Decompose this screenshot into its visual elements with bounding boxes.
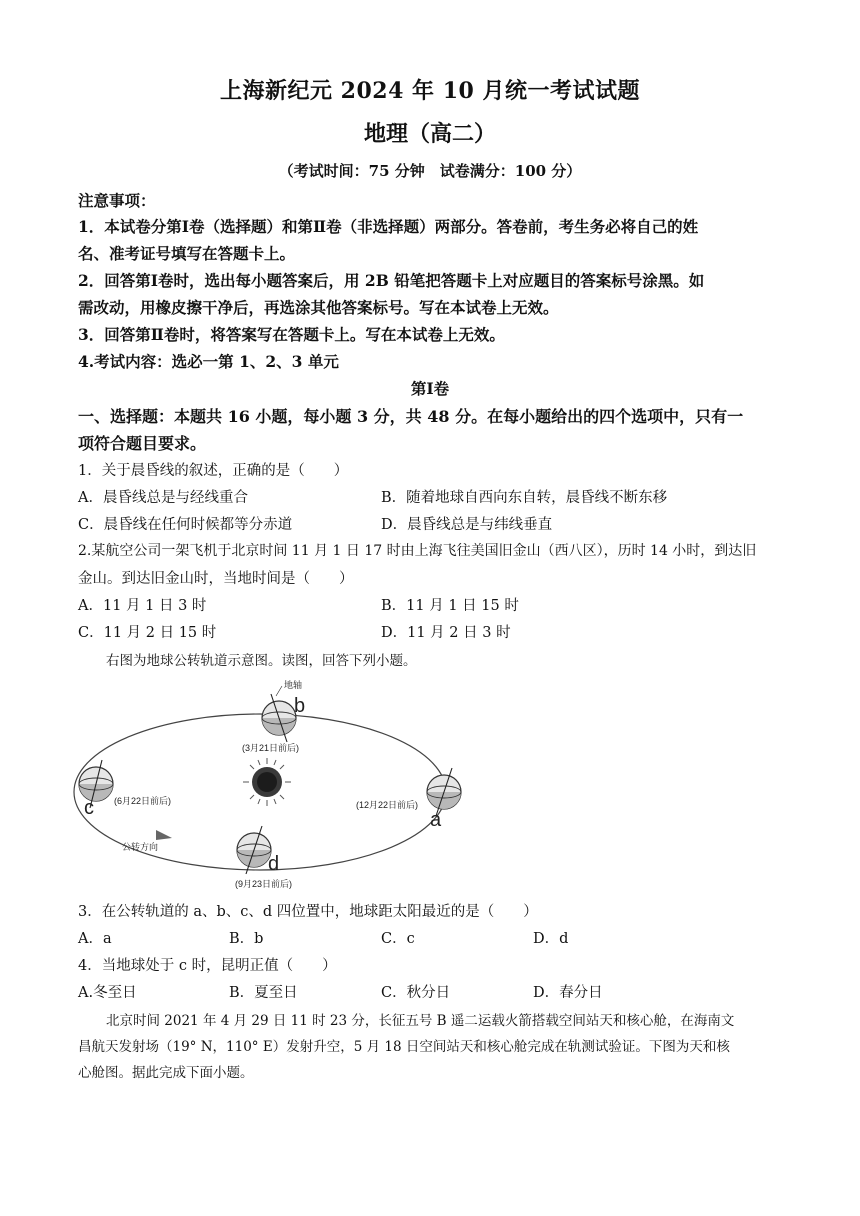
q3-option-d: D．d — [533, 931, 569, 947]
notice-item-2-line-1: 2．回答第Ⅰ卷时，选出每小题答案后，用 2B 铅笔把答题卡上对应题目的答案标号涂黑。如 — [78, 271, 705, 290]
q3-option-a: A．a — [78, 931, 112, 947]
passage-line-1: 北京时间 2021 年 4 月 29 日 11 时 23 分，长征五号 B 遥二运载火箭搭载空间站天和核心舱，在海南文 — [106, 1013, 735, 1029]
q1-stem: 1．关于晨昏线的叙述，正确的是（ ） — [78, 463, 349, 479]
q1-option-b: B．随着地球自西向东自转，晨昏线不断东移 — [381, 490, 668, 506]
q4-stem: 4．当地球处于 c 时，昆明正值（ ） — [78, 958, 337, 974]
q4-option-c: C．秋分日 — [381, 985, 451, 1001]
label-b: b — [294, 695, 306, 717]
part-1-heading: 第Ⅰ卷 — [410, 379, 450, 398]
q4-option-a: A.冬至日 — [78, 985, 137, 1001]
q2-stem-line-1: 2.某航空公司一架飞机于北京时间 11 月 1 日 17 时由上海飞往美国旧金山（西八区），历时 14 小时，到达旧 — [78, 543, 757, 559]
sun-icon — [243, 758, 291, 806]
date-d: (9月23日前后) — [235, 879, 293, 889]
q4-option-b: B．夏至日 — [229, 985, 298, 1001]
exam-time-info: （考试时间：75 分钟 试卷满分：100 分） — [278, 162, 582, 180]
notice-item-4: 4.考试内容：选必一第 1、2、3 单元 — [78, 352, 339, 371]
q3-stem: 3．在公转轨道的 a、b、c、d 四位置中，地球距太阳最近的是（ ） — [78, 904, 538, 920]
date-b: (3月21日前后) — [242, 743, 300, 753]
exam-title: 上海新纪元 2024 年 10 月统一考试试题 — [220, 78, 640, 104]
notice-item-3: 3．回答第Ⅱ卷时，将答案写在答题卡上。写在本试卷上无效。 — [78, 325, 505, 344]
q1-option-a: A．晨昏线总是与经线重合 — [78, 490, 248, 506]
q4-option-d: D．春分日 — [533, 985, 603, 1001]
q1-option-c: C．晨昏线在任何时候都等分赤道 — [78, 517, 293, 533]
q2-option-a: A．11 月 1 日 3 时 — [78, 598, 207, 614]
label-c: c — [84, 797, 94, 819]
label-d: d — [268, 853, 280, 875]
label-a: a — [430, 809, 442, 831]
figure-intro: 右图为地球公转轨道示意图。读图，回答下列小题。 — [106, 653, 417, 669]
q3-option-b: B．b — [229, 931, 264, 947]
direction-label: 公转方向 — [122, 842, 159, 852]
exam-subject: 地理（高二） — [363, 121, 496, 147]
date-a: (12月22日前后) — [356, 800, 419, 810]
notice-item-1-line-1: 1．本试卷分第Ⅰ卷（选择题）和第Ⅱ卷（非选择题）两部分。答卷前，考生务必将自己的姓 — [78, 217, 699, 236]
q2-option-b: B．11 月 1 日 15 时 — [381, 598, 519, 614]
q2-option-d: D．11 月 2 日 3 时 — [381, 625, 511, 641]
section-1-line-2: 项符合题目要求。 — [78, 434, 207, 453]
q2-option-c: C．11 月 2 日 15 时 — [78, 625, 217, 641]
direction-arrow-icon — [156, 830, 172, 840]
date-c: (6月22日前后) — [114, 796, 172, 806]
passage-line-3: 心舱图。据此完成下面小题。 — [78, 1065, 254, 1081]
notice-item-2-line-2: 需改动，用橡皮擦干净后，再选涂其他答案标号。写在本试卷上无效。 — [78, 298, 559, 317]
notice-item-1-line-2: 名、准考证号填写在答题卡上。 — [78, 244, 296, 263]
earth-position-b — [262, 694, 296, 742]
notice-heading: 注意事项： — [78, 191, 156, 210]
q1-option-d: D．晨昏线总是与纬线垂直 — [381, 517, 553, 533]
axis-label: 地轴 — [284, 680, 303, 690]
orbit-diagram — [72, 674, 472, 892]
passage-line-2: 昌航天发射场（19° N，110° E）发射升空，5 月 18 日空间站天和核心舱完成在轨测试验证。下图为天和核 — [78, 1039, 730, 1055]
section-1-line-1: 一、选择题：本题共 16 小题，每小题 3 分，共 48 分。在每小题给出的四个选项中，只有一 — [78, 407, 744, 426]
q3-option-c: C．c — [381, 931, 415, 947]
earth-position-d — [237, 826, 271, 874]
q2-stem-line-2: 金山。到达旧金山时，当地时间是（ ） — [78, 571, 354, 587]
